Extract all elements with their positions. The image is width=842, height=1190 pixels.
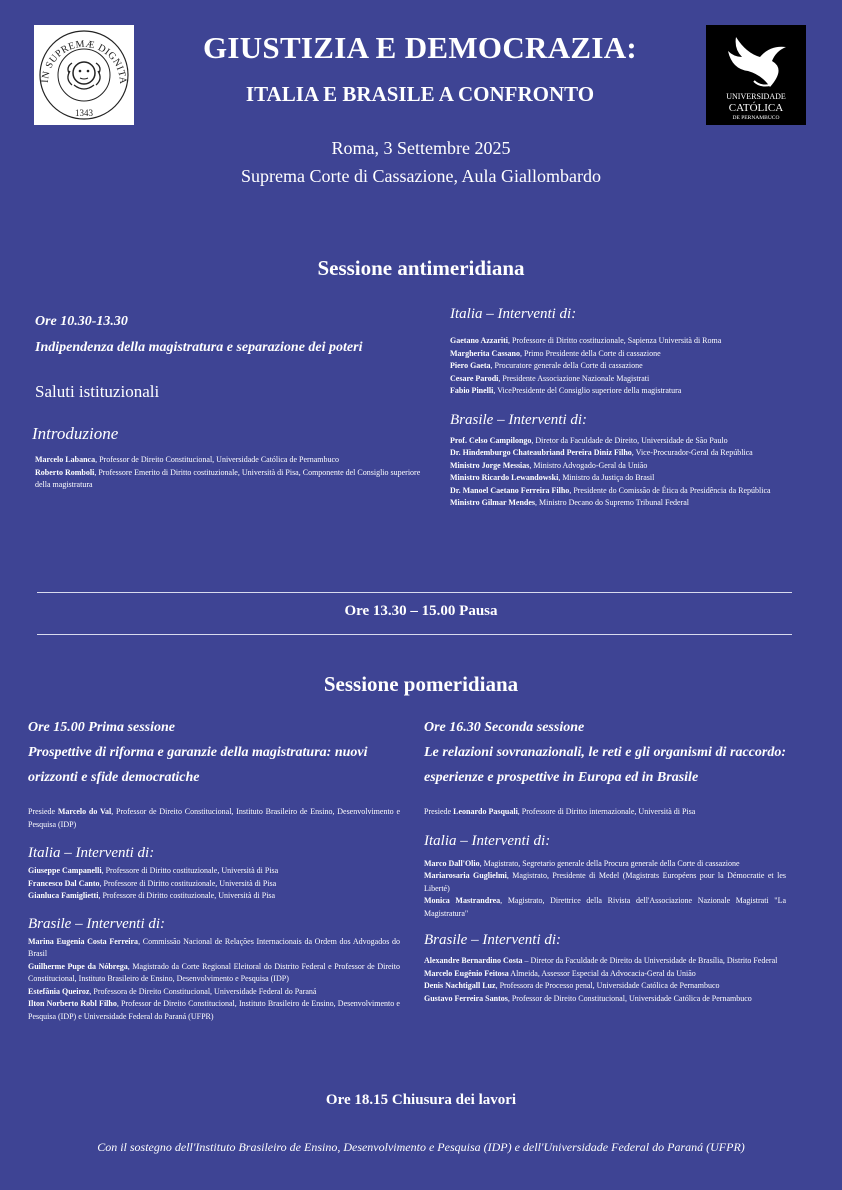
speaker-name: Marco Dall'Olio [424, 858, 480, 868]
speaker-name: Monica Mastrandrea [424, 896, 501, 905]
speaker-name: Roberto Romboli [35, 467, 95, 477]
morning-italia-list [450, 335, 795, 398]
dove-icon [706, 25, 806, 125]
speaker-entry [424, 870, 786, 895]
speaker-role: , Professor de Direito Constitucional, Instituto Brasileiro de Ensino, Desenvolvimento e Pesquisa (IDP) e Universidade Federal do Paraná (UFPR) [28, 999, 400, 1021]
morning-topic: Indipendenza della magistratura e separazione dei poteri [35, 340, 363, 355]
speaker-name: Gianluca Famiglietti [28, 891, 99, 900]
speaker-entry [28, 961, 400, 986]
morning-brasile-heading: Brasile – Interventi di: [450, 411, 588, 428]
speaker-name: Alexandre Bernardino Costa [424, 956, 523, 965]
svg-text:IN SUPREMÆ DIGNITATIS [34, 25, 128, 85]
chair-role: , Professore di Diritto internazionale, Università di Pisa [517, 807, 696, 816]
speaker-role: , Professore di Diritto costituzionale, Università di Pisa [101, 866, 279, 875]
pause-label: Ore 13.30 – 15.00 Pausa [344, 603, 498, 619]
speaker-entry [450, 460, 795, 473]
speaker-role: , Ministro da Justiça do Brasil [558, 473, 655, 482]
speaker-name: Piero Gaeta [450, 361, 491, 370]
first-brasile-heading: Brasile – Interventi di: [28, 915, 166, 932]
unicap-line-1: UNIVERSIDADE [726, 92, 786, 101]
speaker-entry [424, 993, 786, 1006]
speaker-entry [450, 472, 795, 485]
morning-left-column [32, 314, 430, 492]
second-session-chair [424, 806, 786, 819]
speaker-role: , Professora de Direito Constitucional, Universidade Federal do Paraná [89, 986, 317, 996]
speaker-entry [35, 454, 430, 467]
first-session-topic: Prospettive di riforma e garanzie della magistratura: nuovi orizzonti e sfide democratiche [28, 745, 368, 785]
speaker-name: Ministro Ricardo Lewandowski [450, 473, 559, 482]
speaker-entry [424, 980, 786, 993]
morning-brasile-list [450, 435, 795, 510]
seal-motto: IN SUPREMÆ DIGNITA [39, 38, 129, 84]
divider-top [37, 592, 792, 593]
speaker-entry [450, 348, 795, 361]
speaker-entry [450, 385, 795, 398]
speaker-role: , Vice-Procurador-Geral da República [631, 448, 753, 457]
speaker-entry [450, 485, 795, 498]
speaker-role: , Presidente do Comissão de Ética da Presidência da República [569, 485, 771, 495]
speaker-name: Ministro Jorge Messias [450, 460, 530, 470]
event-date: Roma, 3 Settembre 2025 [331, 138, 511, 158]
speaker-role: , Commissão Nacional de Relações Internacionais da Ordem dos Advogados do Brasil [28, 936, 400, 958]
speaker-entry [28, 865, 400, 878]
speaker-name: Gustavo Ferreira Santos [424, 993, 508, 1003]
speaker-name: Estefânia Queiroz [28, 986, 90, 996]
speaker-role: , Professore di Diritto costituzionale, Università di Pisa [99, 878, 277, 888]
chair-prefix: Presiede [28, 807, 58, 816]
second-italia-list [424, 858, 786, 921]
speaker-entry [424, 955, 786, 968]
divider-bottom [37, 634, 792, 635]
speaker-name: Dr. Manoel Caetano Ferreira Filho [450, 485, 570, 495]
first-session-chair [28, 806, 400, 831]
speaker-name: Margherita Cassano [450, 348, 520, 358]
morning-italia-heading: Italia – Interventi di: [450, 306, 577, 322]
speaker-name: Marcelo Eugênio Feitosa [424, 968, 509, 978]
speaker-entry [424, 858, 786, 871]
intro-heading: Introduzione [32, 424, 119, 443]
speaker-role: , Ministro Advogado-Geral da União [529, 460, 648, 470]
speaker-entry [35, 467, 430, 492]
seal-year: 1343 [75, 108, 93, 118]
speaker-entry [28, 890, 400, 903]
speaker-role: Almeida, Assessor Especial da Advocacia-Geral da União [508, 968, 696, 978]
first-italia-list [28, 865, 400, 903]
speaker-entry [450, 360, 795, 373]
speaker-entry [450, 435, 795, 448]
first-session-time: Ore 15.00 Prima sessione [28, 720, 175, 735]
second-session-topic: Le relazioni sovranazionali, le reti e gli organismi di raccordo: esperienze e prospettive in Europa ed in Brasile [424, 745, 786, 785]
speaker-role: , Ministro Decano do Supremo Tribunal Federal [535, 498, 690, 507]
speaker-role: , VicePresidente del Consiglio superiore della magistratura [493, 386, 682, 395]
chair-name: Marcelo do Val [57, 807, 112, 816]
speaker-name: Giuseppe Campanelli [28, 866, 102, 875]
first-session-column [28, 720, 400, 1023]
unicap-logo [706, 25, 806, 125]
afternoon-session-title: Sessione pomeridiana [323, 672, 519, 696]
chair-prefix: Presiede [424, 807, 454, 816]
second-session-time: Ore 16.30 Seconda sessione [424, 720, 585, 735]
main-subtitle: ITALIA E BRASILE A CONFRONTO [245, 82, 595, 106]
event-venue: Suprema Corte di Cassazione, Aula Giallombardo [241, 166, 601, 186]
speaker-role: , Magistrato, Presidente di Medel (Magistrats Européens pour la Démocratie et les Liberté) [424, 871, 786, 893]
speaker-role: , Professor de Direito Constitucional, Universidade Católica de Pernambuco [95, 455, 340, 464]
second-session-column [424, 720, 786, 1005]
speaker-name: Denis Nachtigall Luz [424, 981, 496, 990]
speaker-name: Marcelo Labanca [35, 455, 96, 464]
speaker-role: , Professore Emerito di Diritto costituzionale, Università di Pisa, Componente del Consiglio superiore della magistratura [35, 467, 421, 489]
first-brasile-list [28, 936, 400, 1024]
footer-note: Con il sostegno dell'Instituto Brasileiro de Ensino, Desenvolvimento e Pesquisa (IDP) e dell'Universidade Federal do Paraná (UFPR) [97, 1140, 745, 1154]
speaker-name: Ministro Gilmar Mendes [450, 498, 536, 507]
chair-name: Leonardo Pasquali [453, 807, 518, 816]
greetings: Saluti istituzionali [35, 382, 160, 401]
speaker-name: Cesare Parodi [450, 373, 499, 383]
speaker-name: Francesco Dal Canto [28, 878, 100, 888]
speaker-role: , Professore di Diritto costituzionale, Sapienza Università di Roma [507, 336, 722, 345]
speaker-role: , Professore di Diritto costituzionale, Università di Pisa [98, 891, 276, 900]
second-brasile-heading: Brasile – Interventi di: [424, 932, 562, 948]
speaker-entry [28, 998, 400, 1023]
speaker-role: , Diretor da Faculdade de Direito, Universidade de São Paulo [531, 435, 728, 445]
speaker-entry [28, 878, 400, 891]
speaker-role: , Professora de Processo penal, Universidade Católica de Pernambuco [495, 981, 720, 990]
speaker-name: Gaetano Azzariti [450, 336, 508, 345]
speaker-role: , Magistrado da Corte Regional Eleitoral do Distrito Federal e Professor de Direito Constitucional, Instituto Brasileiro de Ensino, Desenvolvimento e Pesquisa (IDP) [28, 961, 400, 983]
speaker-entry [424, 895, 786, 920]
speaker-name: Mariarosaria Guglielmi [424, 871, 507, 880]
speaker-name: Dr. Hindemburgo Chateaubriand Pereira Diniz Filho [450, 448, 632, 457]
second-brasile-list [424, 955, 786, 1005]
speaker-name: Ilton Norberto Robl Filho [28, 999, 117, 1008]
speaker-role: , Primo Presidente della Corte di cassazione [520, 348, 661, 358]
first-italia-heading: Italia – Interventi di: [28, 845, 155, 861]
speaker-entry [424, 968, 786, 981]
speaker-role: , Procuratore generale della Corte di cassazione [490, 361, 643, 370]
closing-label: Ore 18.15 Chiusura dei lavori [325, 1092, 517, 1108]
speaker-entry [450, 335, 795, 348]
main-title: GIUSTIZIA E DEMOCRAZIA: [202, 30, 638, 65]
speaker-role: , Presidente Associazione Nazionale Magistrati [498, 373, 650, 383]
morning-right-column [450, 306, 795, 510]
speaker-entry [28, 936, 400, 961]
unicap-line-2: CATÓLICA [728, 102, 784, 114]
morning-time: Ore 10.30-13.30 [35, 314, 128, 329]
speaker-entry [28, 986, 400, 999]
second-italia-heading: Italia – Interventi di: [424, 832, 551, 849]
chair-role: , Professor de Direito Constitucional, Instituto Brasileiro de Ensino, Desenvolvimento e Pesquisa (IDP) [28, 807, 400, 829]
speaker-name: Prof. Celso Campilongo [450, 435, 532, 445]
speaker-role: – Diretor da Faculdade de Direito da Universidade de Brasília, Distrito Federal [522, 956, 778, 965]
speaker-name: Marina Eugenia Costa Ferreira [28, 936, 139, 946]
speaker-name: Fabio Pinelli [450, 386, 494, 395]
speaker-name: Guilherme Pupe da Nóbrega [28, 961, 128, 971]
unicap-line-3: DE PERNAMBUCO [732, 115, 780, 121]
speaker-role: , Magistrato, Segretario generale della Procura generale della Corte di cassazione [479, 858, 740, 868]
university-seal-logo [34, 25, 134, 125]
speaker-entry [450, 373, 795, 386]
speaker-entry [450, 447, 795, 460]
speaker-role: , Professor de Direito Constitucional, Universidade Católica de Pernambuco [507, 993, 752, 1003]
speaker-entry [450, 497, 795, 510]
intro-list [35, 454, 430, 492]
seal-icon [34, 25, 134, 125]
speaker-role: , Magistrato, Direttrice della Rivista dell'Associazione Nazionale Magistrati "La Magistratura" [424, 896, 787, 918]
morning-session-title: Sessione antimeridiana [317, 256, 525, 280]
